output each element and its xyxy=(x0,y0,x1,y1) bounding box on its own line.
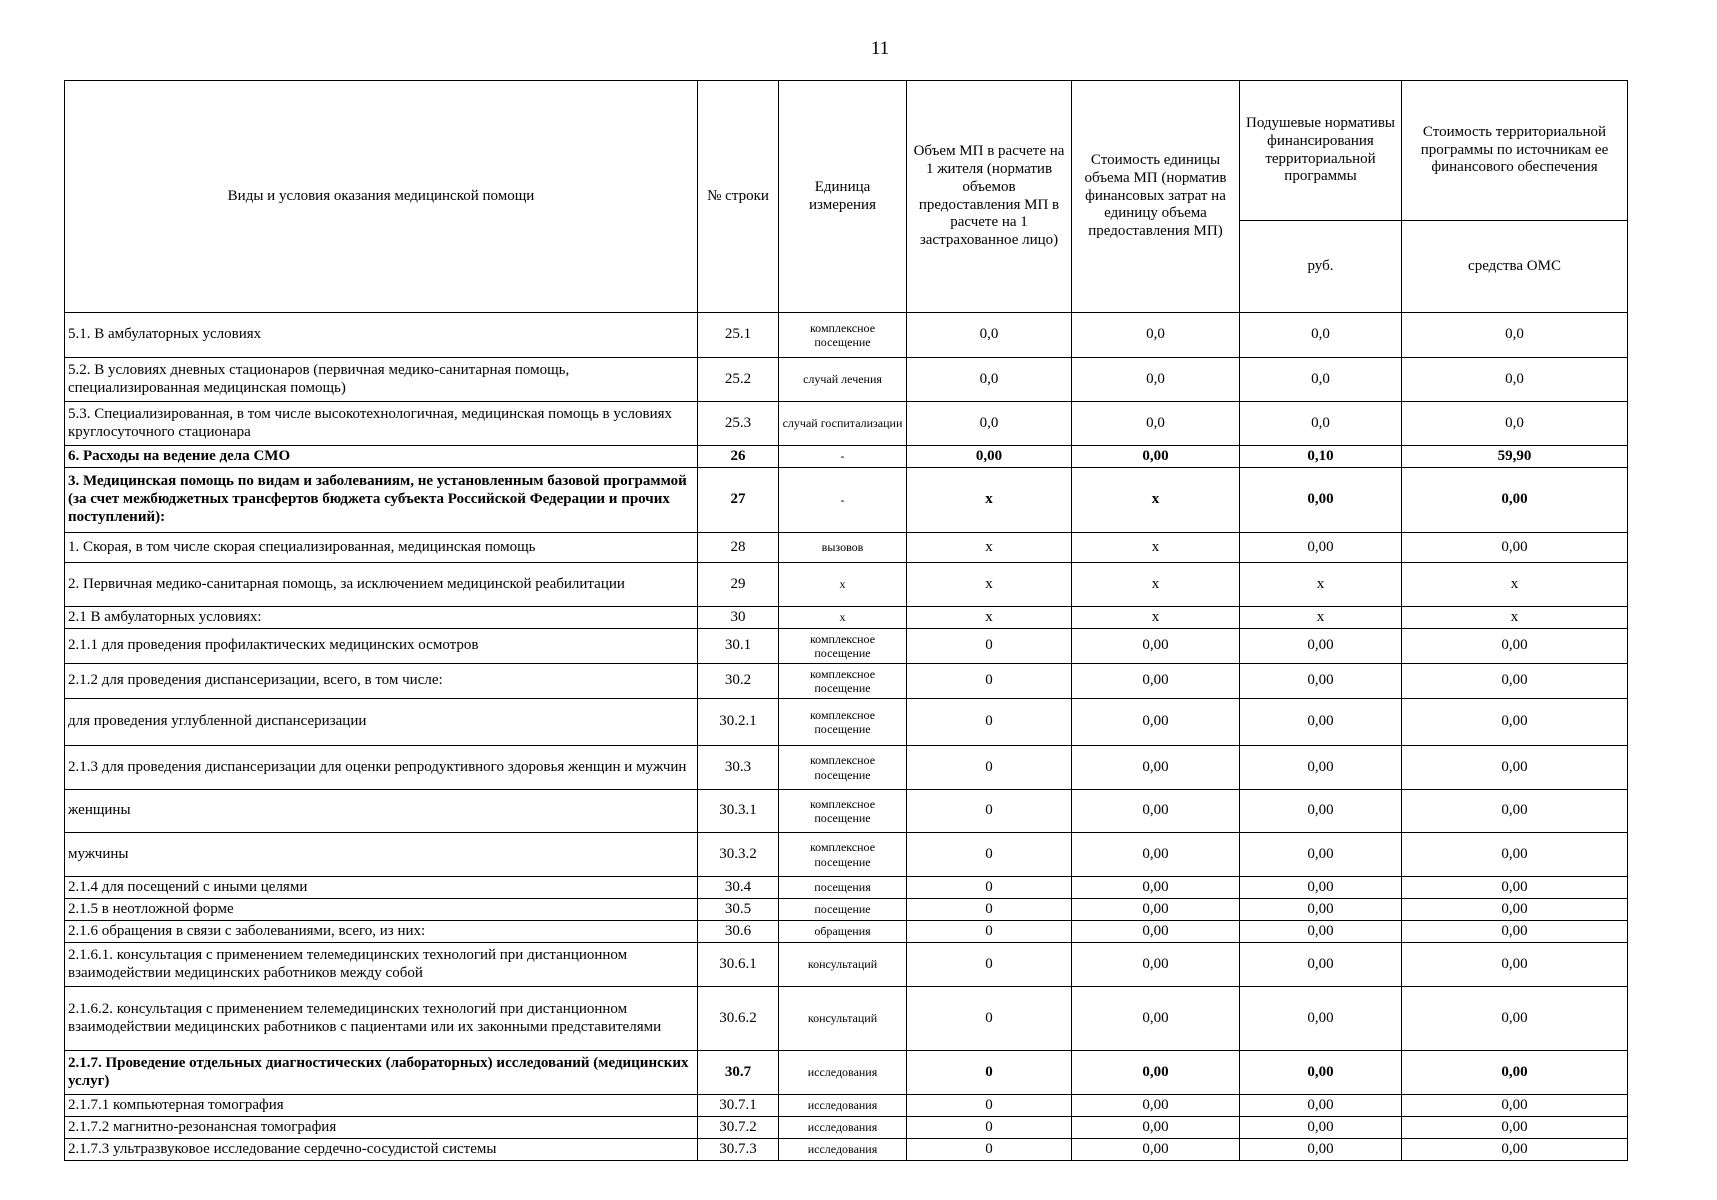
row-volume: 0 xyxy=(907,899,1072,921)
row-total-cost: 0,00 xyxy=(1402,790,1628,833)
row-name: 2.1.1 для проведения профилактических медицинских осмотров xyxy=(65,629,698,664)
row-number: 30.7.3 xyxy=(698,1139,779,1161)
row-number: 30.2 xyxy=(698,664,779,699)
row-name: 2.1.2 для проведения диспансеризации, всего, в том числе: xyxy=(65,664,698,699)
row-volume: 0 xyxy=(907,1117,1072,1139)
table-row xyxy=(65,629,1628,664)
row-unit: - xyxy=(779,446,907,468)
row-unit: исследования xyxy=(779,1095,907,1117)
row-unit: консультаций xyxy=(779,943,907,987)
row-number: 29 xyxy=(698,563,779,607)
row-number: 30.7 xyxy=(698,1051,779,1095)
financing-table xyxy=(64,80,1628,1161)
row-unit-cost: х xyxy=(1072,563,1240,607)
row-volume: 0,0 xyxy=(907,313,1072,358)
row-per-capita: 0,00 xyxy=(1240,699,1402,746)
row-total-cost: 0,00 xyxy=(1402,533,1628,563)
page-number: 11 xyxy=(870,38,890,59)
row-name: 6. Расходы на ведение дела СМО xyxy=(65,446,698,468)
row-total-cost: 0,0 xyxy=(1402,402,1628,446)
row-volume: х xyxy=(907,468,1072,533)
row-number: 30 xyxy=(698,607,779,629)
row-number: 30.3.1 xyxy=(698,790,779,833)
row-per-capita: 0,00 xyxy=(1240,833,1402,877)
row-per-capita: 0,00 xyxy=(1240,1095,1402,1117)
row-per-capita: 0,00 xyxy=(1240,746,1402,790)
row-per-capita: 0,00 xyxy=(1240,1117,1402,1139)
row-per-capita: 0,00 xyxy=(1240,899,1402,921)
table-row xyxy=(65,1095,1628,1117)
row-volume: 0 xyxy=(907,1051,1072,1095)
table-row xyxy=(65,1051,1628,1095)
row-total-cost: 0,00 xyxy=(1402,664,1628,699)
row-volume: х xyxy=(907,533,1072,563)
row-unit: исследования xyxy=(779,1139,907,1161)
row-unit: х xyxy=(779,563,907,607)
row-number: 25.1 xyxy=(698,313,779,358)
row-volume: 0 xyxy=(907,987,1072,1051)
row-per-capita: х xyxy=(1240,607,1402,629)
row-number: 30.7.2 xyxy=(698,1117,779,1139)
row-unit-cost: 0,00 xyxy=(1072,1139,1240,1161)
header-name: Виды и условия оказания медицинской помощи xyxy=(65,81,698,313)
row-unit-cost: 0,0 xyxy=(1072,313,1240,358)
row-per-capita: 0,00 xyxy=(1240,877,1402,899)
row-name: 2.1.7.1 компьютерная томография xyxy=(65,1095,698,1117)
row-unit: - xyxy=(779,468,907,533)
row-name: 2.1.7. Проведение отдельных диагностических (лабораторных) исследований (медицинских услуг) xyxy=(65,1051,698,1095)
table-row xyxy=(65,468,1628,533)
header-total-source: средства ОМС xyxy=(1402,221,1628,313)
row-unit: вызовов xyxy=(779,533,907,563)
row-total-cost: 0,00 xyxy=(1402,629,1628,664)
header-unit-cost: Стоимость единицы объема МП (норматив финансовых затрат на единицу объема предоставления МП) xyxy=(1072,81,1240,313)
row-total-cost: 0,00 xyxy=(1402,1117,1628,1139)
header-volume: Объем МП в расчете на 1 жителя (норматив объемов предоставления МП в расчете на 1 застрахованное лицо) xyxy=(907,81,1072,313)
row-per-capita: 0,00 xyxy=(1240,987,1402,1051)
row-unit-cost: х xyxy=(1072,533,1240,563)
header-total-cost: Стоимость территориальной программы по источникам ее финансового обеспечения xyxy=(1402,81,1628,221)
row-number: 25.3 xyxy=(698,402,779,446)
row-unit-cost: 0,00 xyxy=(1072,790,1240,833)
row-per-capita: 0,00 xyxy=(1240,790,1402,833)
header-row-number: № строки xyxy=(698,81,779,313)
table-row xyxy=(65,699,1628,746)
row-per-capita: 0,0 xyxy=(1240,313,1402,358)
row-number: 30.3.2 xyxy=(698,833,779,877)
row-per-capita: х xyxy=(1240,563,1402,607)
row-unit: комплексное посещение xyxy=(779,833,907,877)
table-row xyxy=(65,746,1628,790)
row-per-capita: 0,10 xyxy=(1240,446,1402,468)
row-name: 2.1.7.3 ультразвуковое исследование сердечно-сосудистой системы xyxy=(65,1139,698,1161)
row-per-capita: 0,00 xyxy=(1240,943,1402,987)
row-name: 2.1.5 в неотложной форме xyxy=(65,899,698,921)
row-total-cost: х xyxy=(1402,607,1628,629)
row-number: 25.2 xyxy=(698,358,779,402)
table-row xyxy=(65,358,1628,402)
row-unit: х xyxy=(779,607,907,629)
row-volume: 0 xyxy=(907,664,1072,699)
row-name: 3. Медицинская помощь по видам и заболеваниям, не установленным базовой программой (за счет межбюджетных трансфертов бюджета субъекта Российской Федерации и прочих поступлений): xyxy=(65,468,698,533)
row-name: 2.1.6.2. консультация с применением телемедицинских технологий при дистанционном взаимодействии медицинских работников с пациентами или их законными представителями xyxy=(65,987,698,1051)
table-row xyxy=(65,987,1628,1051)
row-name: 5.3. Специализированная, в том числе высокотехнологичная, медицинская помощь в условиях круглосуточного стационара xyxy=(65,402,698,446)
row-volume: 0 xyxy=(907,699,1072,746)
row-volume: 0 xyxy=(907,833,1072,877)
row-per-capita: 0,0 xyxy=(1240,402,1402,446)
table-row xyxy=(65,446,1628,468)
table-body xyxy=(65,313,1628,1161)
row-total-cost: 0,00 xyxy=(1402,877,1628,899)
row-name: 2.1.6.1. консультация с применением телемедицинских технологий при дистанционном взаимодействии медицинских работников между собой xyxy=(65,943,698,987)
row-volume: 0,0 xyxy=(907,358,1072,402)
row-unit-cost: 0,00 xyxy=(1072,1095,1240,1117)
row-unit: комплексное посещение xyxy=(779,629,907,664)
row-name: 5.2. В условиях дневных стационаров (первичная медико-санитарная помощь, специализированная медицинская помощь) xyxy=(65,358,698,402)
row-per-capita: 0,00 xyxy=(1240,664,1402,699)
row-number: 30.6.2 xyxy=(698,987,779,1051)
row-name: для проведения углубленной диспансеризации xyxy=(65,699,698,746)
row-unit-cost: 0,00 xyxy=(1072,629,1240,664)
row-total-cost: 0,00 xyxy=(1402,1095,1628,1117)
row-total-cost: 0,00 xyxy=(1402,699,1628,746)
row-volume: х xyxy=(907,563,1072,607)
table-row xyxy=(65,1117,1628,1139)
row-number: 30.7.1 xyxy=(698,1095,779,1117)
row-total-cost: х xyxy=(1402,563,1628,607)
row-name: 1. Скорая, в том числе скорая специализированная, медицинская помощь xyxy=(65,533,698,563)
row-total-cost: 0,00 xyxy=(1402,468,1628,533)
row-unit: посещения xyxy=(779,877,907,899)
row-number: 30.6 xyxy=(698,921,779,943)
row-per-capita: 0,00 xyxy=(1240,629,1402,664)
row-volume: х xyxy=(907,607,1072,629)
table-row xyxy=(65,607,1628,629)
row-unit: случай лечения xyxy=(779,358,907,402)
row-unit-cost: 0,00 xyxy=(1072,987,1240,1051)
row-total-cost: 0,0 xyxy=(1402,313,1628,358)
row-number: 30.6.1 xyxy=(698,943,779,987)
table-row xyxy=(65,899,1628,921)
row-volume: 0 xyxy=(907,921,1072,943)
row-unit: обращения xyxy=(779,921,907,943)
row-unit-cost: 0,0 xyxy=(1072,402,1240,446)
row-name: 2.1.7.2 магнитно-резонансная томография xyxy=(65,1117,698,1139)
row-unit: комплексное посещение xyxy=(779,313,907,358)
row-volume: 0,00 xyxy=(907,446,1072,468)
table-row xyxy=(65,877,1628,899)
row-unit-cost: 0,00 xyxy=(1072,699,1240,746)
row-unit-cost: 0,00 xyxy=(1072,1051,1240,1095)
row-unit-cost: 0,00 xyxy=(1072,921,1240,943)
header-per-capita: Подушевые нормативы финансирования территориальной программы xyxy=(1240,81,1402,221)
table-row xyxy=(65,921,1628,943)
row-volume: 0 xyxy=(907,943,1072,987)
row-unit: исследования xyxy=(779,1117,907,1139)
row-name: 2.1.6 обращения в связи с заболеваниями, всего, из них: xyxy=(65,921,698,943)
row-unit-cost: 0,00 xyxy=(1072,877,1240,899)
table-row xyxy=(65,833,1628,877)
row-per-capita: 0,00 xyxy=(1240,1051,1402,1095)
row-number: 27 xyxy=(698,468,779,533)
row-name: 2.1.3 для проведения диспансеризации для оценки репродуктивного здоровья женщин и мужчин xyxy=(65,746,698,790)
row-name: мужчины xyxy=(65,833,698,877)
row-unit: комплексное посещение xyxy=(779,664,907,699)
row-unit-cost: х xyxy=(1072,607,1240,629)
row-volume: 0 xyxy=(907,746,1072,790)
row-total-cost: 0,00 xyxy=(1402,943,1628,987)
row-per-capita: 0,00 xyxy=(1240,1139,1402,1161)
row-name: 2.1 В амбулаторных условиях: xyxy=(65,607,698,629)
row-number: 30.1 xyxy=(698,629,779,664)
row-total-cost: 0,00 xyxy=(1402,899,1628,921)
row-unit-cost: 0,0 xyxy=(1072,358,1240,402)
row-volume: 0 xyxy=(907,1139,1072,1161)
row-total-cost: 0,00 xyxy=(1402,1051,1628,1095)
row-number: 30.2.1 xyxy=(698,699,779,746)
table-header xyxy=(65,81,1628,313)
row-unit: посещение xyxy=(779,899,907,921)
row-number: 30.3 xyxy=(698,746,779,790)
row-unit: комплексное посещение xyxy=(779,699,907,746)
row-volume: 0 xyxy=(907,629,1072,664)
row-volume: 0 xyxy=(907,790,1072,833)
row-unit-cost: 0,00 xyxy=(1072,943,1240,987)
row-unit: исследования xyxy=(779,1051,907,1095)
row-volume: 0 xyxy=(907,877,1072,899)
row-per-capita: 0,00 xyxy=(1240,468,1402,533)
row-unit-cost: 0,00 xyxy=(1072,664,1240,699)
table-row xyxy=(65,563,1628,607)
row-total-cost: 0,00 xyxy=(1402,921,1628,943)
table-row xyxy=(65,402,1628,446)
table-row xyxy=(65,664,1628,699)
table-row xyxy=(65,790,1628,833)
row-total-cost: 0,0 xyxy=(1402,358,1628,402)
header-unit: Единица измерения xyxy=(779,81,907,313)
row-per-capita: 0,00 xyxy=(1240,533,1402,563)
row-total-cost: 0,00 xyxy=(1402,746,1628,790)
row-name: 5.1. В амбулаторных условиях xyxy=(65,313,698,358)
row-number: 28 xyxy=(698,533,779,563)
row-volume: 0 xyxy=(907,1095,1072,1117)
row-name: женщины xyxy=(65,790,698,833)
row-number: 26 xyxy=(698,446,779,468)
table-row xyxy=(65,1139,1628,1161)
row-total-cost: 0,00 xyxy=(1402,833,1628,877)
row-per-capita: 0,0 xyxy=(1240,358,1402,402)
row-unit: комплексное посещение xyxy=(779,790,907,833)
row-total-cost: 0,00 xyxy=(1402,987,1628,1051)
row-unit-cost: 0,00 xyxy=(1072,746,1240,790)
row-unit-cost: 0,00 xyxy=(1072,833,1240,877)
row-unit: комплексное посещение xyxy=(779,746,907,790)
table-row xyxy=(65,313,1628,358)
row-number: 30.5 xyxy=(698,899,779,921)
row-name: 2. Первичная медико-санитарная помощь, за исключением медицинской реабилитации xyxy=(65,563,698,607)
table-row xyxy=(65,943,1628,987)
table-row xyxy=(65,533,1628,563)
row-volume: 0,0 xyxy=(907,402,1072,446)
row-name: 2.1.4 для посещений с иными целями xyxy=(65,877,698,899)
row-unit: случай госпитализации xyxy=(779,402,907,446)
row-total-cost: 0,00 xyxy=(1402,1139,1628,1161)
row-number: 30.4 xyxy=(698,877,779,899)
row-total-cost: 59,90 xyxy=(1402,446,1628,468)
row-unit-cost: 0,00 xyxy=(1072,1117,1240,1139)
row-unit-cost: х xyxy=(1072,468,1240,533)
row-unit: консультаций xyxy=(779,987,907,1051)
row-unit-cost: 0,00 xyxy=(1072,899,1240,921)
row-unit-cost: 0,00 xyxy=(1072,446,1240,468)
row-per-capita: 0,00 xyxy=(1240,921,1402,943)
header-per-capita-unit: руб. xyxy=(1240,221,1402,313)
